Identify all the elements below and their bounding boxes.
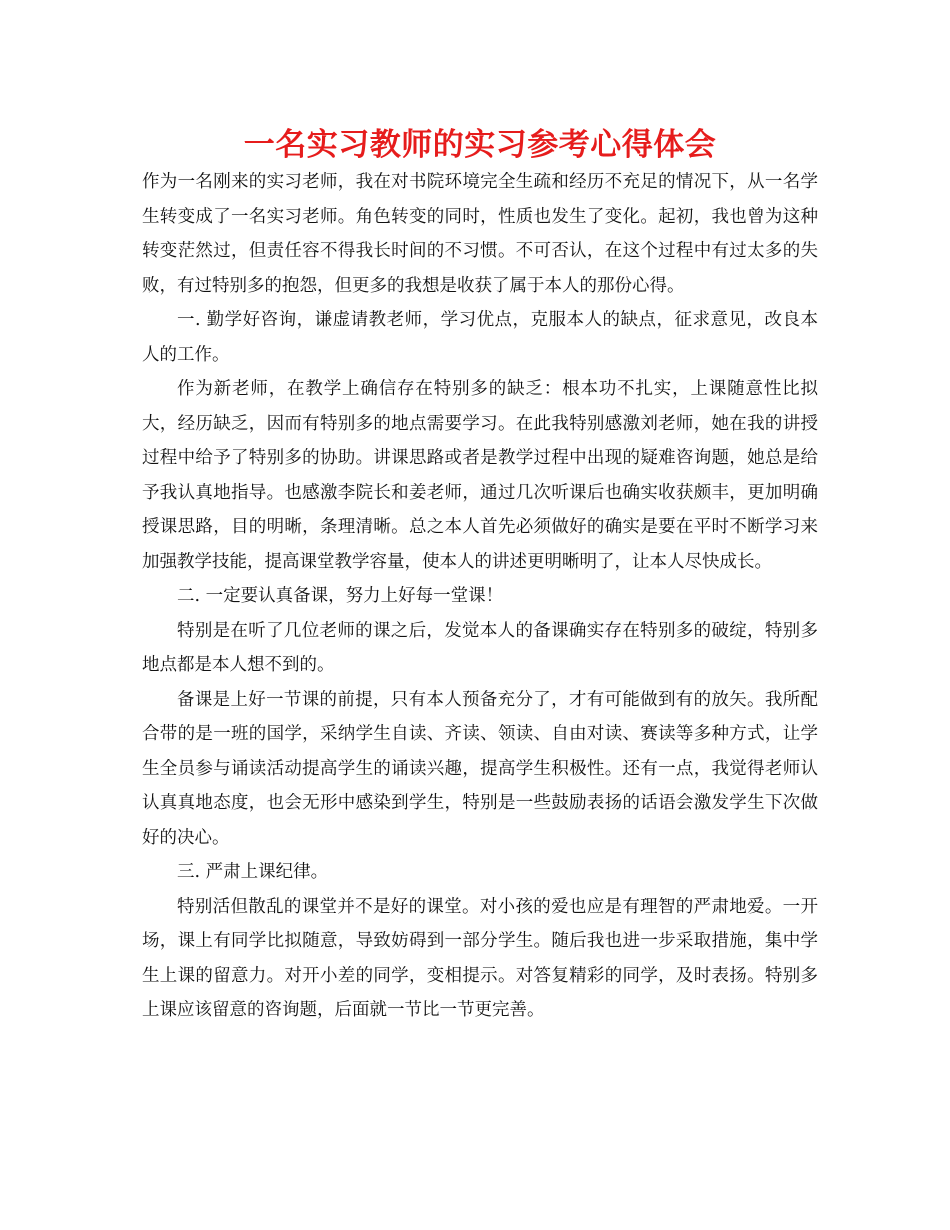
paragraph: 作为新老师，在教学上确信存在特别多的缺乏：根本功不扎实，上课随意性比拟大，经历缺乏，因而有特别多的地点需要学习。在此我特别感激刘老师，她在我的讲授过程中给予了特别多的协助。讲课思路或者是教学过程中出现的疑难咨询题，她总是给予我认真地指导。也感激李院长和姜老师，通过几次听课后也确实收获颇丰，更加明确授课思路，目的明晰，条理清晰。总之本人首先必须做好的确实是要在平时不断学习来加强教学技能，提高课堂教学容量，使本人的讲述更明晰明了，让本人尽快成长。 xyxy=(142,379,818,572)
document-page xyxy=(142,125,818,1020)
document-body xyxy=(142,165,818,1028)
document-title: 一名实习教师的实习参考心得体会 xyxy=(243,127,717,163)
paragraph-intro: 作为一名刚来的实习老师，我在对书院环境完全生疏和经历不充足的情况下，从一名学生转变成了一名实习老师。角色转变的同时，性质也发生了变化。起初，我也曾为这种转变茫然过，但责任容不得我长时间的不习惯。不可否认，在这个过程中有过太多的失败，有过特别多的抱怨，但更多的我想是收获了属于本人的那份心得。 xyxy=(142,172,818,296)
paragraph: 特别活但散乱的课堂并不是好的课堂。对小孩的爱也应是有理智的严肃地爱。一开场，课上有同学比拟随意，导致妨碍到一部分学生。随后我也进一步采取措施，集中学生上课的留意力。对开小差的同学，变相提示。对答复精彩的同学，及时表扬。特别多上课应该留意的咨询题，后面就一节比一节更完善。 xyxy=(142,896,818,1020)
paragraph-heading-1: 一. 勤学好咨询，谦虚请教老师，学习优点，克服本人的缺点，征求意见，改良本人的工作。 xyxy=(142,310,818,365)
paragraph: 备课是上好一节课的前提，只有本人预备充分了，才有可能做到有的放矢。我所配合带的是一班的国学，采纳学生自读、齐读、领读、自由对读、赛读等多种方式，让学生全员参与诵读活动提高学生的诵读兴趣，提高学生积极性。还有一点，我觉得老师认认真真地态度，也会无形中感染到学生，特别是一些鼓励表扬的话语会激发学生下次做好的决心。 xyxy=(142,689,818,848)
paragraph-heading-3: 三. 严肃上课纪律。 xyxy=(177,862,329,882)
paragraph-heading-2: 二. 一定要认真备课，努力上好每一堂课！ xyxy=(177,586,504,606)
paragraph: 特别是在听了几位老师的课之后，发觉本人的备课确实存在特别多的破绽，特别多地点都是本人想不到的。 xyxy=(142,620,818,675)
